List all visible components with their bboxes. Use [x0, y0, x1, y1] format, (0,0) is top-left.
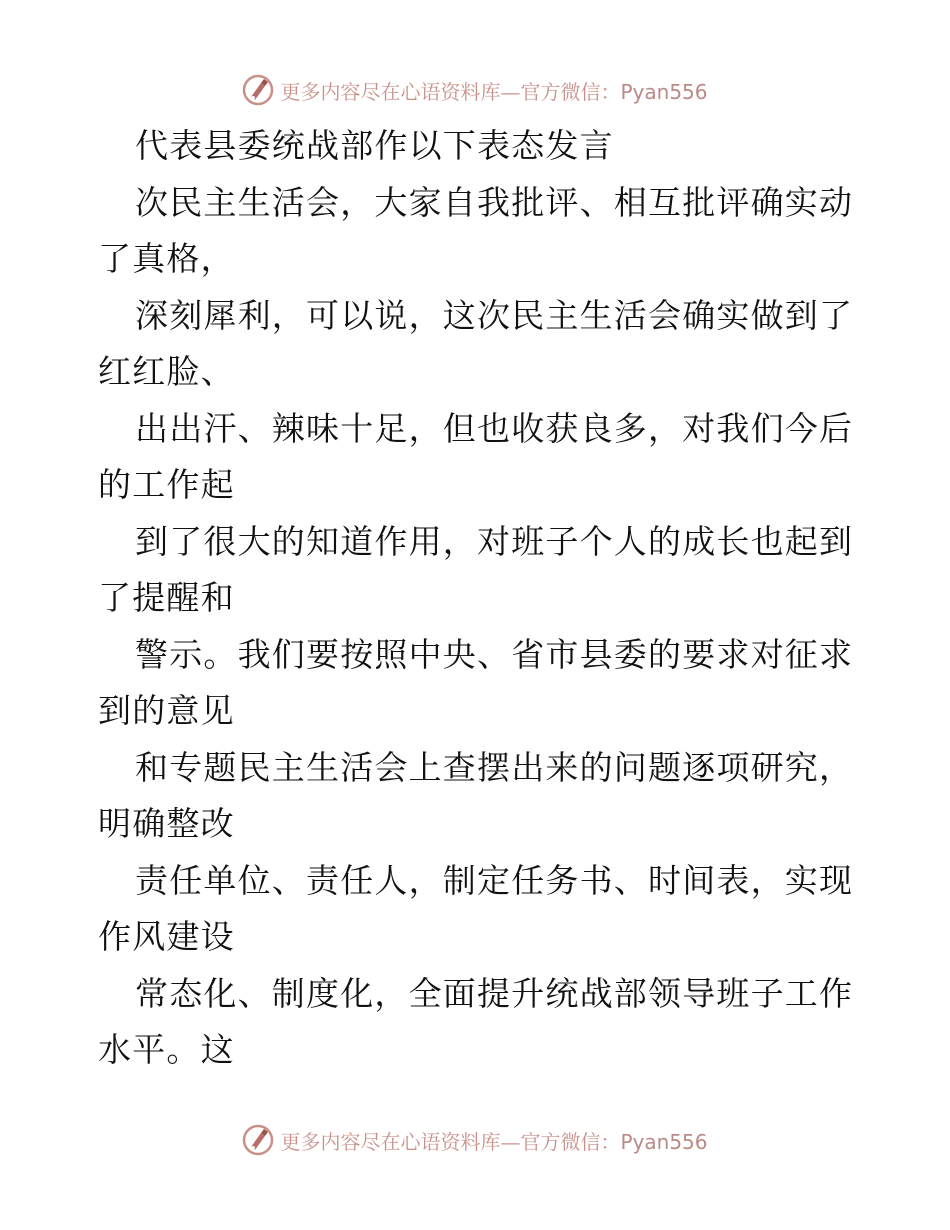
- paragraph-line: 深刻犀利，可以说，这次民主生活会确实做到了: [135, 295, 854, 335]
- paragraph-line: 到的意见: [98, 691, 235, 730]
- paragraph-line: 明确整改: [98, 804, 235, 843]
- paragraph-line: 常态化、制度化，全面提升统战部领导班子工作: [135, 973, 854, 1013]
- paragraph-line: 责任单位、责任人，制定任务书、时间表，实现: [135, 860, 854, 900]
- document-body: [98, 118, 858, 1079]
- paragraph-line: 代表县委统战部作以下表态发言: [135, 126, 614, 165]
- footer-banner: [0, 1120, 950, 1160]
- header-banner: [0, 70, 950, 110]
- paragraph-line: 次民主生活会，大家自我批评、相互批评确实动: [135, 182, 854, 222]
- fountain-pen-seal-icon: [242, 1124, 274, 1156]
- footer-banner-text: 更多内容尽在心语资料库—官方微信：Pyan556: [280, 1129, 708, 1154]
- header-banner-text: 更多内容尽在心语资料库—官方微信：Pyan556: [280, 79, 708, 104]
- paragraph-line: 作风建设: [98, 917, 235, 956]
- paragraph-line: 了真格，: [98, 239, 235, 278]
- paragraph-line: 到了很大的知道作用，对班子个人的成长也起到: [135, 521, 854, 561]
- paragraph-line: 警示。我们要按照中央、省市县委的要求对征求: [135, 634, 854, 674]
- paragraph-line: 的工作起: [98, 465, 235, 504]
- paragraph-line: 出出汗、辣味十足，但也收获良多，对我们今后: [135, 408, 854, 448]
- paragraph-line: 红红脸、: [98, 352, 235, 391]
- paragraph-line: 了提醒和: [98, 578, 235, 617]
- paragraph-line: 和专题民主生活会上查摆出来的问题逐项研究，: [135, 747, 854, 787]
- paragraph-line: 水平。这: [98, 1030, 235, 1069]
- fountain-pen-seal-icon: [242, 74, 274, 106]
